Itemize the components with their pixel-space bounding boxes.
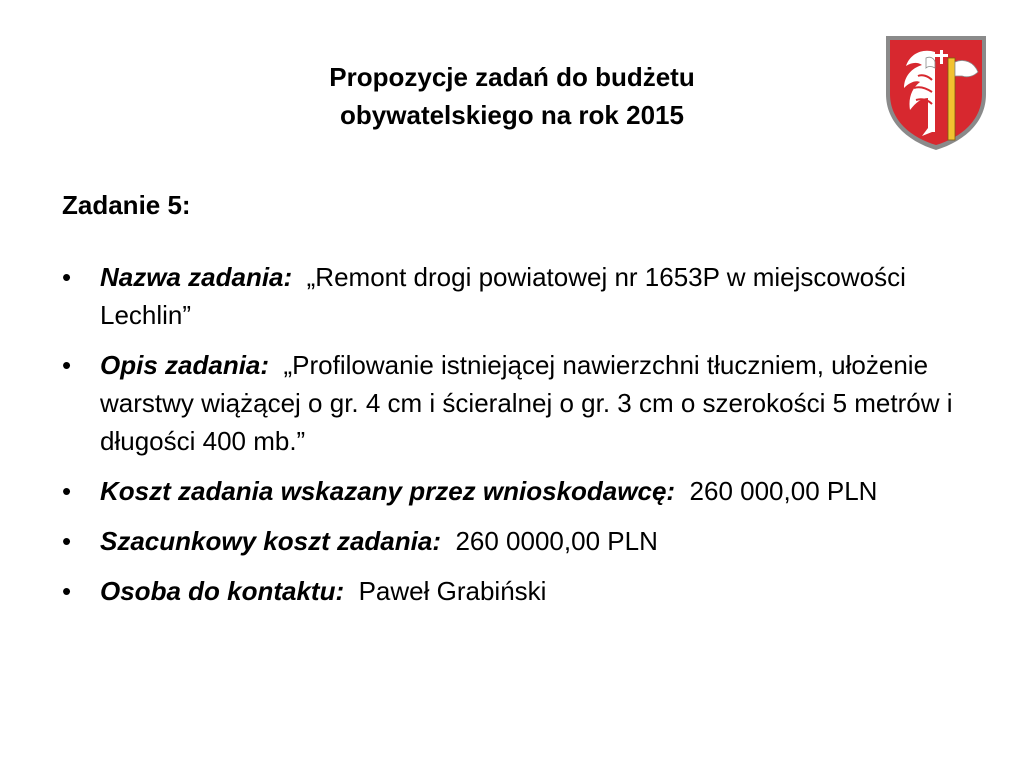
bullet-icon: • bbox=[62, 476, 72, 506]
list-item-task-name bbox=[62, 258, 1002, 334]
task-details-list bbox=[62, 258, 1002, 622]
contact-person-value: Paweł Grabiński bbox=[358, 576, 547, 606]
estimated-cost-label: Szacunkowy koszt zadania: bbox=[100, 526, 449, 556]
title-line-2: obywatelskiego na rok 2015 bbox=[340, 100, 684, 130]
estimated-cost-value: 260 0000,00 PLN bbox=[455, 526, 658, 556]
task-heading: Zadanie 5: bbox=[62, 190, 191, 220]
contact-person-label: Osoba do kontaktu: bbox=[100, 576, 352, 606]
bullet-icon: • bbox=[62, 262, 72, 292]
bullet-icon: • bbox=[62, 526, 72, 556]
list-item-estimated-cost bbox=[62, 522, 1002, 560]
title-line-1: Propozycje zadań do budżetu bbox=[329, 62, 695, 92]
page-title bbox=[180, 58, 844, 134]
list-item-applicant-cost bbox=[62, 472, 1002, 510]
task-name-label: Nazwa zadania: bbox=[100, 262, 300, 292]
task-name-value: „Remont drogi powiatowej nr 1653P w miejscowości Lechlin” bbox=[100, 262, 906, 330]
applicant-cost-label: Koszt zadania wskazany przez wnioskodawcę: bbox=[100, 476, 683, 506]
task-description-label: Opis zadania: bbox=[100, 350, 277, 380]
applicant-cost-value: 260 000,00 PLN bbox=[689, 476, 878, 506]
bullet-icon: • bbox=[62, 576, 72, 606]
coat-of-arms-icon bbox=[882, 32, 990, 152]
list-item-contact-person bbox=[62, 572, 1002, 610]
bullet-icon: • bbox=[62, 350, 72, 380]
task-description-value: „Profilowanie istniejącej nawierzchni tłuczniem, ułożenie warstwy wiążącej o gr. 4 cm i ścieralnej o gr. 3 cm o szerokości 5 metrów i długości 400 mb.” bbox=[100, 350, 953, 456]
list-item-task-description bbox=[62, 346, 1002, 460]
